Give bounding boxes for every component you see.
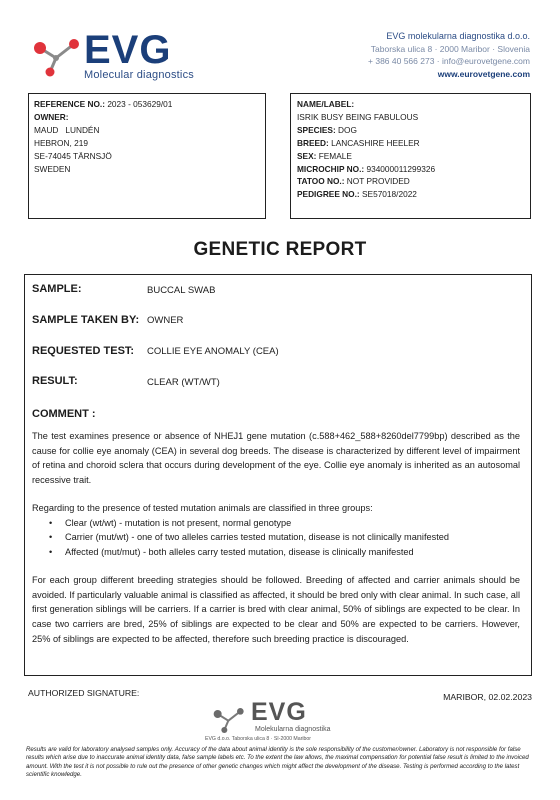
company-address: Taborska ulica 8 · 2000 Maribor · Slovenia <box>370 43 530 54</box>
evg-logo-icon <box>30 28 90 80</box>
company-contact: + 386 40 566 273 · info@eurovetgene.com <box>368 56 530 66</box>
requested-test-label: REQUESTED TEST: <box>32 345 135 357</box>
sample-taken-label: SAMPLE TAKEN BY: <box>32 314 140 326</box>
comment-label: COMMENT : <box>32 408 96 420</box>
logo-subtitle: Molecular diagnostics <box>84 69 194 81</box>
place-date: MARIBOR, 02.02.2023 <box>443 692 532 702</box>
list-item: • Carrier (mut/wt) - one of two alleles carries tested mutation, disease is not clinically manifested <box>49 530 519 544</box>
company-name: EVG molekularna diagnostika d.o.o. <box>386 31 530 41</box>
name-value: ISRIK BUSY BEING FABULOUS <box>297 111 419 122</box>
result-label: RESULT: <box>32 375 78 387</box>
breed-value: LANCASHIRE HEELER <box>331 137 420 148</box>
animal-info-box <box>290 93 531 219</box>
footer-disclaimer: Results are valid for laboratory analysed samples only. Accuracy of the data about animal identity is the sole responsibility of the customer/owner. Laboratory is not responsible for false results which arise due to inaccurate animal identity data, false sample labels etc. To the extent the law allows, the maximal compensation for potential false result is limited to the invoiced amount. With the test it is not possible to rule out the presence of other genetic changes which might affect the development of the disease. Testing is performed according to the latest scientific knowledge. <box>26 746 529 778</box>
logo-wordmark: EVG <box>84 28 172 72</box>
company-website: www.eurovetgene.com <box>437 68 530 79</box>
reference-value: 2023 - 053629/01 <box>107 99 173 109</box>
owner-country: SWEDEN <box>34 163 71 174</box>
sex-label: SEX: <box>297 150 317 161</box>
owner-address-line1: HEBRON, 219 <box>34 137 88 148</box>
tatoo-value: NOT PROVIDED <box>346 176 410 187</box>
genotype-groups-list <box>49 516 519 559</box>
list-item: • Affected (mut/mut) - both alleles carry tested mutation, disease is clinically manifested <box>49 545 519 559</box>
report-title: GENETIC REPORT <box>193 239 367 260</box>
microchip-value: 934000011299326 <box>366 163 436 174</box>
result-value: CLEAR (WT/WT) <box>147 377 220 388</box>
sex-value: FEMALE <box>318 150 352 161</box>
stamp-wordmark: EVG <box>251 698 307 726</box>
comment-paragraph-3: For each group different breeding strategies should be followed. Breeding of affected and carrier animals should be avoided. If particularly valuable animal is classified as affected, it should be bred only with clear animal. In such case, all first generation siblings will be carriers. If a carrier is bred with clear animal, 50% of siblings are expected to be clear. In case two carriers are bred, 25% of siblings are expected to be clear and 50% are expected to be carriers. However, 25% of siblings are expected to be affected, therefore such breeding practice is discouraged. <box>32 575 520 644</box>
breed-label: BREED: <box>297 137 329 148</box>
report-body-frame <box>24 274 532 676</box>
pedigree-label: PEDIGREE NO.: <box>297 189 360 200</box>
stamp-subtitle: Molekularna diagnostika <box>255 726 331 733</box>
microchip-label: MICROCHIP NO.: <box>297 163 365 174</box>
list-item: • Clear (wt/wt) - mutation is not present, normal genotype <box>49 516 519 530</box>
pedigree-value: SE57018/2022 <box>362 189 417 200</box>
comment-paragraph-1: The test examines presence or absence of NHEJ1 gene mutation (c.588+462_588+8260del7799bp) described as the cause for collie eye anomaly (CEA) in several dog breeds. The disease is characterized by different level of impairment of retina and choroid sclera that occurs during development of the eye. Collie eye anomaly is inherited as an autosomal recessive trait. <box>32 431 520 486</box>
sample-label: SAMPLE: <box>32 283 82 295</box>
stamp-logo-icon <box>211 700 251 736</box>
owner-info-box <box>28 93 266 219</box>
owner-address-line2: SE-74045 TÄRNSJÖ <box>34 150 112 161</box>
owner-name: MAUD LUNDÉN <box>34 124 100 135</box>
comment-paragraph-2: Regarding to the presence of tested mutation animals are classified in three groups: <box>32 503 373 513</box>
stamp-address: EVG d.o.o. Taborska ulica 8 · SI-2000 Maribor <box>205 736 312 742</box>
tatoo-label: TATOO NO.: <box>297 176 345 187</box>
authorized-signature-label: AUTHORIZED SIGNATURE: <box>28 688 140 698</box>
sample-value: BUCCAL SWAB <box>147 285 216 296</box>
requested-test-value: COLLIE EYE ANOMALY (CEA) <box>147 346 279 357</box>
species-value: DOG <box>338 124 357 135</box>
sample-taken-value: OWNER <box>147 315 184 326</box>
company-stamp <box>205 696 355 748</box>
reference-label: REFERENCE NO.: <box>34 99 105 109</box>
name-label: NAME/LABEL: <box>297 99 355 109</box>
species-label: SPECIES: <box>297 124 336 135</box>
company-info <box>368 30 530 80</box>
owner-label: OWNER: <box>34 111 69 122</box>
